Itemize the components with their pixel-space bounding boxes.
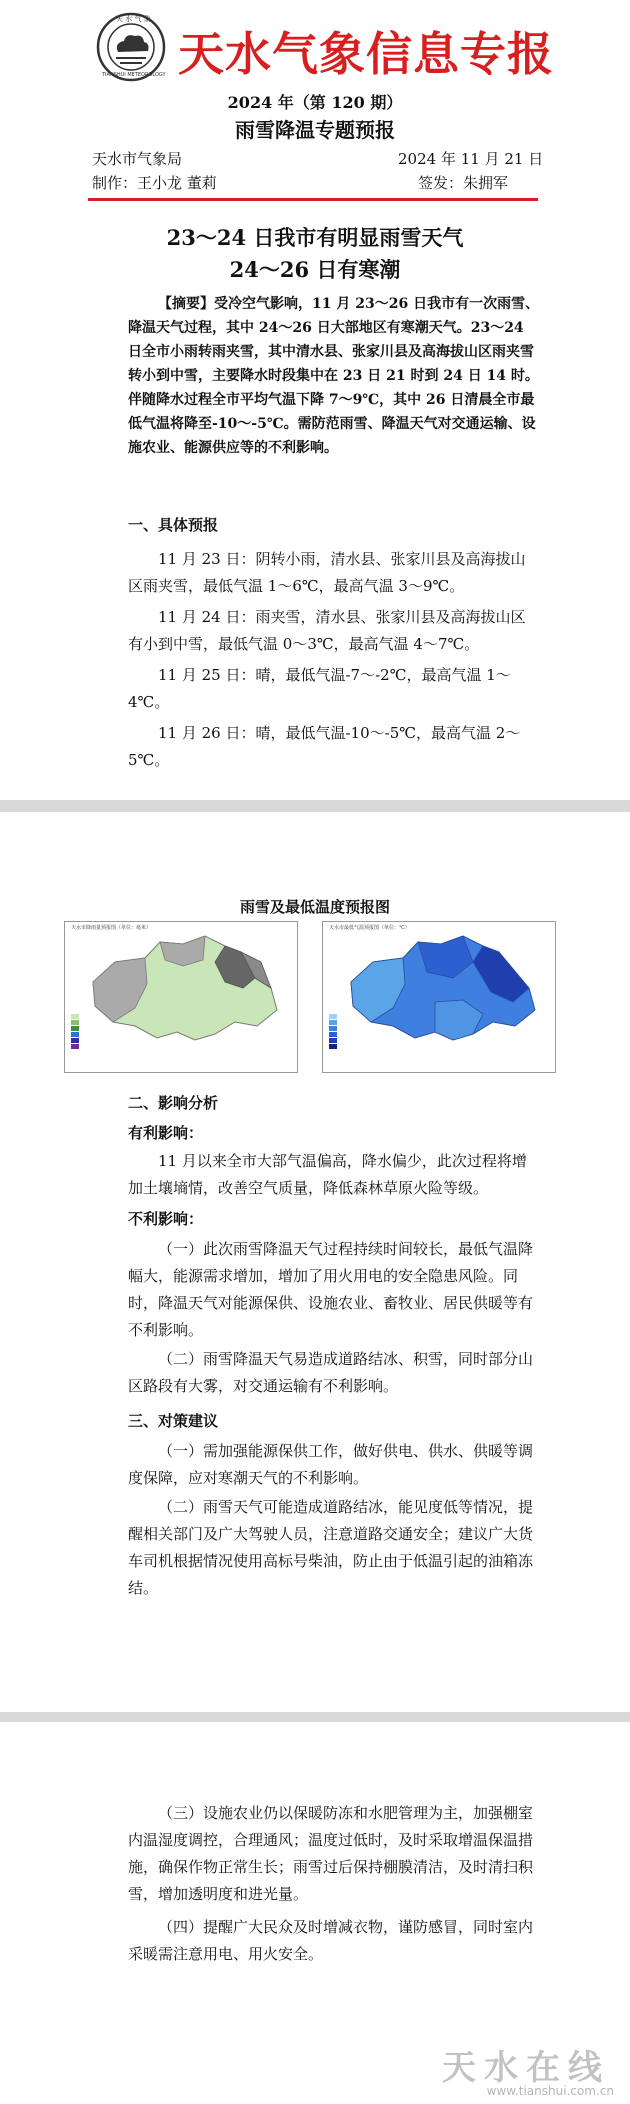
precipitation-map xyxy=(64,921,298,1073)
positive-impact-title: 有利影响： xyxy=(128,1124,204,1142)
forecast-list xyxy=(128,546,540,774)
forecast-item: 11 月 26 日：晴，最低气温-10～-5℃，最高气温 2～5℃。 xyxy=(128,724,521,769)
logo-top-text: 天 水 气 象 xyxy=(116,15,151,23)
abstract: 【摘要】受冷空气影响，11 月 23～26 日我市有一次雨雪、降温天气过程，其中 24～26 日大部地区有寒潮天气。23～24 日全市小雨转雨夹雪，其中清水县、张家川县及高海拔山区雨夹雪转小到中雪，主要降水时段集中在 23 日 21 时到 24 日 14 时。伴随降水过程全市平均气温下降 7～9℃，其中 26 日清晨全市最低气温将降至-10～-5℃。需防范雨雪、降温天气对交通运输、设施农业、能源供应等的不利影响。 xyxy=(128,296,540,456)
signer: 签发：朱拥军 xyxy=(418,174,509,192)
page-gap xyxy=(0,1712,630,1722)
negative-impact-2: （二）雨雪降温天气易造成道路结冰、积雪，同时部分山区路段有大雾，对交通运输有不利影响。 xyxy=(128,1350,534,1395)
min-temperature-map-caption: 天水市最低气温预报图（单位：℃） xyxy=(329,925,410,931)
suggestion-3: （三）设施农业仍以保暖防冻和水肥管理为主，加强棚室内温湿度调控，合理通风；温度过低时，及时采取增温保温措施，确保作物正常生长；雨雪过后保持棚膜清洁，及时清扫积雪，增加透明度和进光量。 xyxy=(128,1804,534,1903)
suggestion-4: （四）提醒广大民众及时增减衣物，谨防感冒，同时室内采暖需注意用电、用火安全。 xyxy=(128,1918,534,1963)
positive-impact-text: 11 月以来全市大部气温偏高，降水偏少，此次过程将增加土壤墒情，改善空气质量，降低森林草原火险等级。 xyxy=(128,1152,527,1197)
page-gap xyxy=(0,800,630,812)
suggestion-2: （二）雨雪天气可能造成道路结冰，能见度低等情况，提醒相关部门及广大驾驶人员，注意道路交通安全；建议广大货车司机根据情况使用高标号柴油，防止由于低温引起的油箱冻结。 xyxy=(128,1498,534,1597)
watermark-url: www.tianshui.com.cn xyxy=(486,2084,614,2098)
logo-bottom-text: TIANSHUI METEOROLOGY xyxy=(102,72,166,78)
section-1-title: 一、具体预报 xyxy=(128,516,219,534)
suggestion-1: （一）需加强能源保供工作，做好供电、供水、供暖等调度保障，应对寒潮天气的不利影响。 xyxy=(128,1442,534,1487)
document-page-1 xyxy=(0,0,630,800)
negative-impact-1: （一）此次雨雪降温天气过程持续时间较长，最低气温降幅大，能源需求增加，增加了用火用电的安全隐患风险。同时，降温天气对能源保供、设施农业、畜牧业、居民供暖等有不利影响。 xyxy=(128,1240,534,1339)
section-3-title: 三、对策建议 xyxy=(128,1412,219,1430)
brand-title: 天水气象信息专报 xyxy=(178,27,554,81)
min-temperature-map-shape xyxy=(323,922,555,1072)
header-divider xyxy=(88,198,538,201)
precipitation-map-shape xyxy=(65,922,297,1072)
precipitation-legend xyxy=(71,1014,79,1050)
forecast-item: 11 月 24 日：雨夹雪，清水县、张家川县及高海拔山区有小到中雪，最低气温 0～3℃，最高气温 4～7℃。 xyxy=(128,608,526,653)
precipitation-map-caption: 天水市降雨量预报图（单位：毫米） xyxy=(71,925,152,931)
headline-line-1: 23～24 日我市有明显雨雪天气 xyxy=(166,225,464,250)
issue-date: 2024 年 11 月 21 日 xyxy=(398,150,544,168)
issue-number: 2024 年（第 120 期） xyxy=(227,93,403,112)
maps-title: 雨雪及最低温度预报图 xyxy=(239,898,390,916)
issue-title: 雨雪降温专题预报 xyxy=(235,118,395,142)
headline-line-2: 24～26 日有寒潮 xyxy=(229,257,401,282)
temperature-legend xyxy=(329,1014,337,1050)
forecast-item: 11 月 25 日：晴，最低气温-7～-2℃，最高气温 1～4℃。 xyxy=(128,666,511,711)
section-2-title: 二、影响分析 xyxy=(128,1094,219,1112)
forecast-item: 11 月 23 日：阴转小雨，清水县、张家川县及高海拔山区雨夹雪，最低气温 1～6℃，最高气温 3～9℃。 xyxy=(128,550,526,595)
min-temperature-map xyxy=(322,921,556,1073)
watermark-logo: 天水在线 xyxy=(442,2048,610,2088)
makers: 制作：王小龙 董莉 xyxy=(92,174,217,192)
org-name: 天水市气象局 xyxy=(92,150,183,168)
negative-impact-title: 不利影响： xyxy=(128,1210,204,1228)
